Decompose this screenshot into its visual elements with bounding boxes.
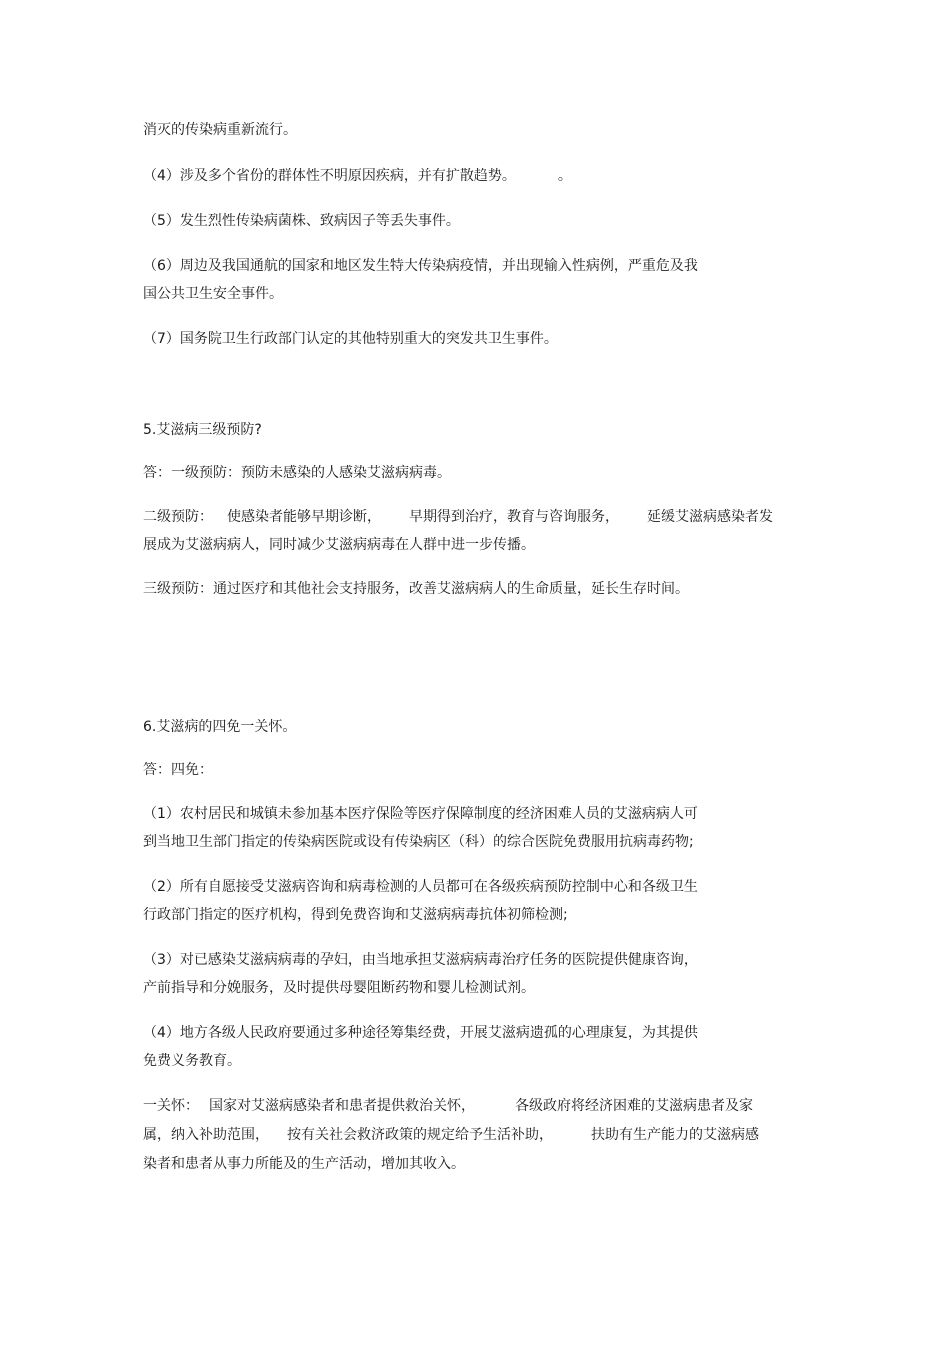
text-line <box>143 508 773 526</box>
text-line <box>143 906 568 924</box>
text-run: 国公共卫生安全事件。 <box>143 286 283 302</box>
text-line <box>143 878 698 896</box>
text-line <box>143 1155 465 1173</box>
text-run: 行政部门指定的医疗机构，得到免费咨询和艾滋病病毒抗体初筛检测; <box>143 907 568 923</box>
text-run: 三级预防：通过医疗和其他社会支持服务，改善艾滋病病人的生命质量，延长生存时间。 <box>143 581 689 597</box>
text-run: 国家对艾滋病感染者和患者提供救治关怀， <box>209 1098 475 1114</box>
section-heading <box>143 718 296 736</box>
text-line <box>143 257 698 275</box>
text-run: 6.艾滋病的四免一关怀。 <box>143 719 297 735</box>
text-run: 属，纳入补助范围， <box>143 1127 269 1143</box>
text-line <box>143 536 535 554</box>
text-run: 二级预防： <box>143 509 213 525</box>
text-line <box>143 212 460 230</box>
text-run: （6）周边及我国通航的国家和地区发生特大传染病疫情，并出现输入性病例，严重危及我 <box>143 258 698 274</box>
text-run: 。 <box>557 168 572 184</box>
text-run: 答：四免： <box>143 762 213 778</box>
text-run: 早期得到治疗，教育与咨询服务， <box>409 509 619 525</box>
text-run: 延缓艾滋病感染者发 <box>647 509 773 525</box>
text-run: （2）所有自愿接受艾滋病咨询和病毒检测的人员都可在各级疾病预防控制中心和各级卫生 <box>143 879 698 895</box>
text-line <box>143 330 558 348</box>
text-line <box>143 1097 753 1115</box>
text-line <box>143 1024 698 1042</box>
text-run: 扶助有生产能力的艾滋病感 <box>591 1127 759 1143</box>
text-line <box>143 833 694 851</box>
text-run: （4）地方各级人民政府要通过多种途径筹集经费，开展艾滋病遗孤的心理康复，为其提供 <box>143 1025 698 1041</box>
text-run: 答：一级预防：预防未感染的人感染艾滋病病毒。 <box>143 465 451 481</box>
text-line <box>143 464 451 482</box>
text-run: （4）涉及多个省份的群体性不明原因疾病，并有扩散趋势。 <box>143 168 516 184</box>
text-run: 染者和患者从事力所能及的生产活动，增加其收入。 <box>143 1156 465 1172</box>
text-run: 产前指导和分娩服务，及时提供母婴阻断药物和婴儿检测试剂。 <box>143 980 535 996</box>
text-line <box>143 979 535 997</box>
text-line <box>143 285 283 303</box>
text-run: 使感染者能够早期诊断， <box>227 509 381 525</box>
text-line <box>143 761 213 779</box>
text-line <box>143 580 689 598</box>
text-run: 一关怀： <box>143 1098 199 1114</box>
text-line <box>143 121 297 139</box>
text-line <box>143 1126 759 1144</box>
text-line <box>143 1052 241 1070</box>
text-run: 展成为艾滋病病人，同时减少艾滋病病毒在人群中进一步传播。 <box>143 537 535 553</box>
text-line <box>143 951 698 969</box>
text-run: 5.艾滋病三级预防? <box>143 422 262 438</box>
text-run: 按有关社会救济政策的规定给予生活补助， <box>287 1127 553 1143</box>
text-line <box>143 805 698 823</box>
text-run: 免费义务教育。 <box>143 1053 241 1069</box>
text-run: 到当地卫生部门指定的传染病医院或设有传染病区（科）的综合医院免费服用抗病毒药物; <box>143 834 694 850</box>
text-run: （3）对已感染艾滋病病毒的孕妇，由当地承担艾滋病病毒治疗任务的医院提供健康咨询， <box>143 952 698 968</box>
text-run: （5）发生烈性传染病菌株、致病因子等丢失事件。 <box>143 213 460 229</box>
text-run: （7）国务院卫生行政部门认定的其他特别重大的突发共卫生事件。 <box>143 331 558 347</box>
section-heading <box>143 421 262 439</box>
text-run: （1）农村居民和城镇未参加基本医疗保险等医疗保障制度的经济困难人员的艾滋病病人可 <box>143 806 698 822</box>
text-run: 消灭的传染病重新流行。 <box>143 122 297 138</box>
text-run: 各级政府将经济困难的艾滋病患者及家 <box>515 1098 753 1114</box>
text-line <box>143 167 572 185</box>
